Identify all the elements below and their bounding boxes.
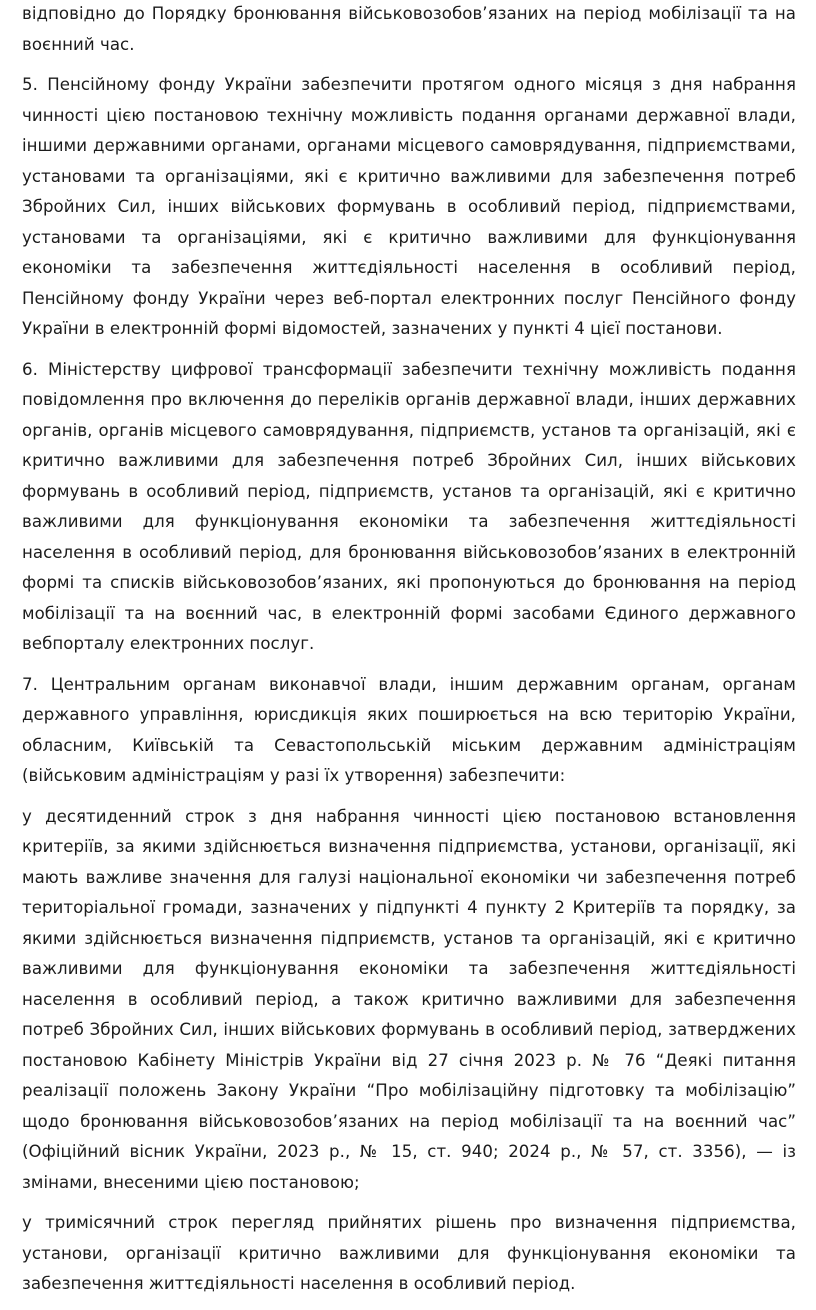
paragraph-item-6: 6. Міністерству цифрової трансформації забезпечити технічну можливість подання повідомлення про включення до переліків органів державної влади, інших державних органів, органів місцевого самоврядування, підприємств, установ та організацій, які є критично важливими для забезпечення потреб Збройних Сил, інших військових формувань в особливий період, підприємств, установ та організацій, які є критично важливими для функціонування економіки та забезпечення життєдіяльності населення в особливий період, для бронювання військовозобов’язаних в електронній формі та списків військовозобов’язаних, які пропонуються до бронювання на період мобілізації та на воєнний час, в електронній формі засобами Єдиного державного вебпорталу електронних послуг. bbox=[22, 359, 796, 653]
paragraph-item-7-subclause-1: у десятиденний строк з дня набрання чинності цією постановою встановлення критеріїв, за якими здійснюється визначення підприємства, установи, організації, які мають важливе значення для галузі національної економіки чи забезпечення потреб територіальної громади, зазначених у підпункті 4 пункту 2 Критеріїв та порядку, за якими здійснюється визначення підприємств, установ та організацій, які є критично важливими для функціонування економіки та забезпечення життєдіяльності населення в особливий період, а також критично важливими для забезпечення потреб Збройних Сил, інших військових формувань в особливий період, затверджених постановою Кабінету Міністрів України від 27 січня 2023 р. № 76 “Деякі питання реалізації положень Закону України “Про мобілізаційну підготовку та мобілізацію” щодо бронювання військовозобов’язаних на період мобілізації та на воєнний час” (Офіційний вісник України, 2023 р., № 15, ст. 940; 2024 р., № 57, ст. 3356), — із змінами, внесеними цією постановою; bbox=[22, 806, 796, 1192]
paragraph-item-7-subclause-2: у тримісячний строк перегляд прийнятих рішень про визначення підприємства, установи, організації критично важливими для функціонування економіки та забезпечення життєдіяльності населення в особливий період. bbox=[22, 1213, 796, 1293]
document-body bbox=[22, 0, 796, 1310]
paragraph-continuation: відповідно до Порядку бронювання військовозобов’язаних на період мобілізації та на воєнний час. bbox=[22, 4, 796, 54]
paragraph-item-7: 7. Центральним органам виконавчої влади, іншим державним органам, органам державного управління, юрисдикція яких поширюється на всю територію України, обласним, Київській та Севастопольській міським державним адміністраціям (військовим адміністраціям у разі їх утворення) забезпечити: bbox=[22, 674, 796, 785]
paragraph-item-5: 5. Пенсійному фонду України забезпечити протягом одного місяця з дня набрання чинності цією постановою технічну можливість подання органами державної влади, іншими державними органами, органами місцевого самоврядування, підприємствами, установами та організаціями, які є критично важливими для забезпечення потреб Збройних Сил, інших військових формувань в особливий період, підприємствами, установами та організаціями, які є критично важливими для функціонування економіки та забезпечення життєдіяльності населення в особливий період, Пенсійному фонду України через веб-портал електронних послуг Пенсійного фонду України в електронній формі відомостей, зазначених у пункті 4 цієї постанови. bbox=[22, 75, 796, 338]
